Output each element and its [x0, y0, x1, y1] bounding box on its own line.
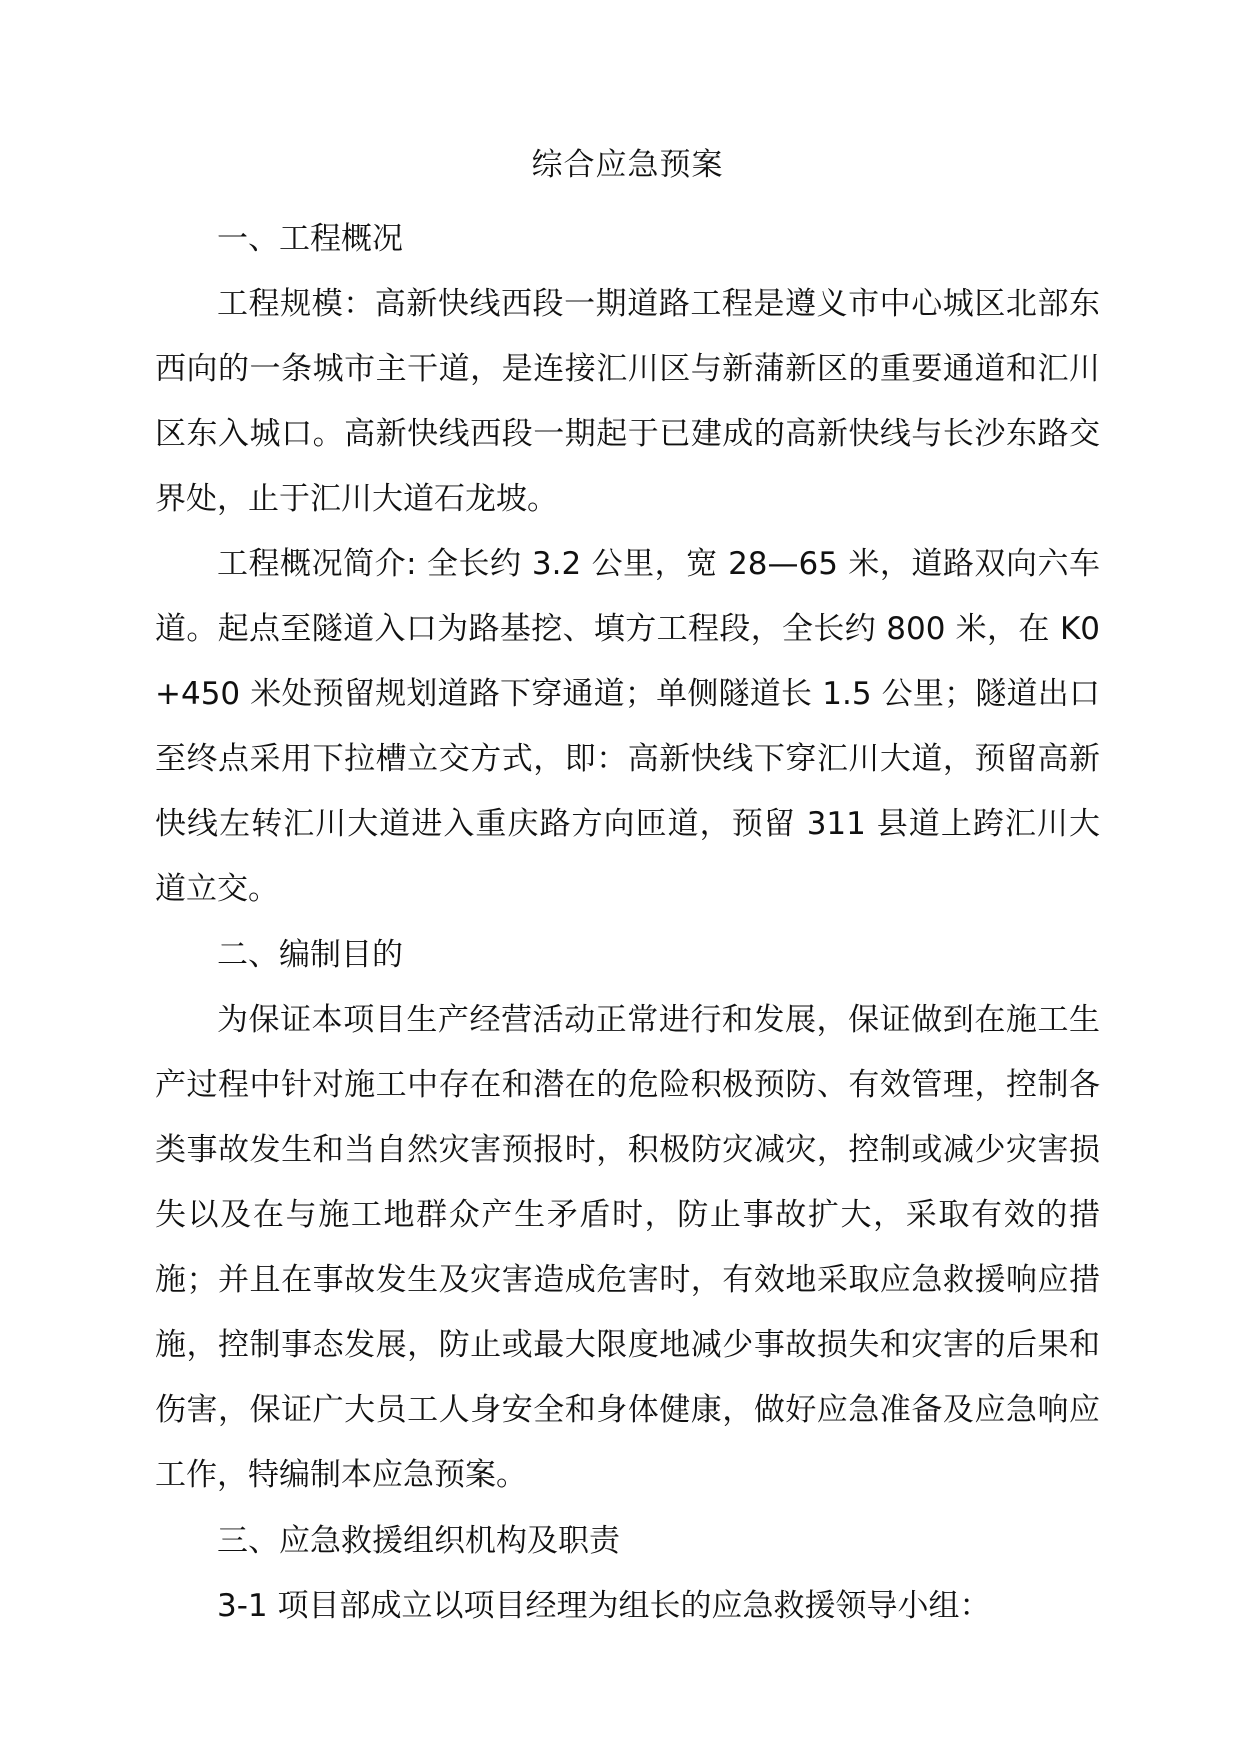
- section-heading: 二、编制目的: [217, 937, 403, 973]
- paragraph-leadership-group: 3-1 项目部成立以项目经理为组长的应急救援领导小组：: [217, 1588, 991, 1624]
- section-purpose: [155, 922, 1100, 1508]
- section-project-overview: [155, 206, 1100, 922]
- paragraph-project-summary: 工程概况简介: 全长约 3.2 公里，宽 28—65 米，道路双向六车道。起点至隧道入口为路基挖、填方工程段，全长约 800 米，在 K0+450 米处预留规划道路下穿通道；单侧隧道长 1.5 公里；隧道出口至终点采用下拉槽立交方式，即：高新快线下穿汇川大道，预留高新快线左转汇川大道进入重庆路方向匝道，预留 311 县道上跨汇川大道立交。: [155, 546, 1100, 907]
- section-organization: [155, 1508, 1100, 1639]
- section-heading: 一、工程概况: [217, 221, 403, 257]
- document-body: [155, 140, 1100, 1639]
- section-heading: 三、应急救援组织机构及职责: [217, 1523, 620, 1559]
- paragraph-purpose: 为保证本项目生产经营活动正常进行和发展，保证做到在施工生产过程中针对施工中存在和潜在的危险积极预防、有效管理，控制各类事故发生和当自然灾害预报时，积极防灾减灾，控制或减少灾害损失以及在与施工地群众产生矛盾时，防止事故扩大，采取有效的措施；并且在事故发生及灾害造成危害时，有效地采取应急救援响应措施，控制事态发展，防止或最大限度地减少事故损失和灾害的后果和伤害，保证广大员工人身安全和身体健康，做好应急准备及应急响应工作，特编制本应急预案。: [155, 1002, 1100, 1493]
- document-title: 综合应急预案: [531, 147, 724, 183]
- paragraph-project-scale: 工程规模：高新快线西段一期道路工程是遵义市中心城区北部东西向的一条城市主干道，是连接汇川区与新蒲新区的重要通道和汇川区东入城口。高新快线西段一期起于已建成的高新快线与长沙东路交界处，止于汇川大道石龙坡。: [155, 286, 1100, 517]
